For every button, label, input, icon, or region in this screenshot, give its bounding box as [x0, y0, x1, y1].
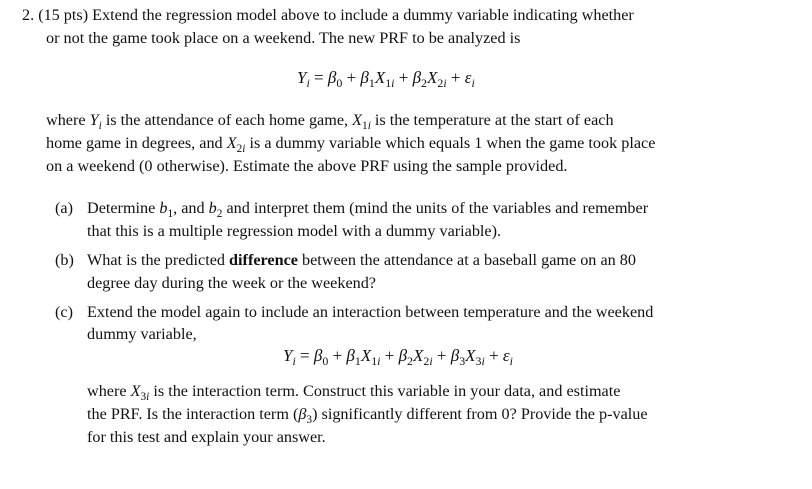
part-c-label: (c) — [55, 303, 73, 321]
part-b-line-2: degree day during the week or the weekend? — [87, 274, 376, 292]
var-y: Y — [89, 111, 99, 129]
text: where — [87, 382, 131, 400]
part-a-line-1 — [87, 197, 648, 219]
text: What is the predicted — [87, 251, 230, 269]
part-a-label: (a) — [55, 199, 73, 217]
var-beta3: β — [298, 405, 307, 423]
text: is the attendance of each home game, — [101, 111, 353, 129]
var-b1: b — [159, 199, 168, 217]
problem-line-1 — [22, 4, 634, 26]
sub: 3 — [306, 413, 313, 426]
text: is a dummy variable which equals 1 when the game took place — [245, 134, 656, 152]
part-c-line-4 — [87, 403, 648, 425]
equation-prf-1: $Y_i = \beta_0 + \beta_1X_{1i} + \beta_2X_{2i} + \varepsilon_i$ — [297, 68, 475, 91]
equation-prf-2: $Y_i = \beta_0 + \beta_1X_{1i} + \beta_2X_{2i} + \beta_3X_{3i} + \varepsilon_i$ — [283, 346, 513, 369]
part-c-line-3 — [87, 380, 620, 402]
var-x2: X — [226, 134, 237, 152]
part-c-line-2: dummy variable, — [87, 325, 197, 343]
sub: 1i — [362, 119, 371, 132]
text: Determine — [87, 199, 160, 217]
part-c-line-5: for this test and explain your answer. — [87, 428, 326, 446]
problem-intro-2: or not the game took place on a weekend. The new PRF to be analyzed is — [46, 29, 521, 47]
where-line-2 — [46, 132, 655, 154]
sub: 2 — [216, 207, 223, 220]
var-x3: X — [130, 382, 141, 400]
text: between the attendance at a baseball game on an 80 — [297, 251, 636, 269]
text: home game in degrees, and — [46, 134, 227, 152]
var-b2: b — [208, 199, 217, 217]
sub: i — [98, 119, 102, 132]
part-b-label: (b) — [55, 251, 74, 269]
text: the PRF. Is the interaction term ( — [87, 405, 299, 423]
part-b-line-1 — [87, 249, 636, 271]
var-x1: X — [352, 111, 363, 129]
text: is the temperature at the start of each — [370, 111, 614, 129]
text: and interpret them (mind the units of the variables and remember — [222, 199, 649, 217]
text: where — [46, 111, 90, 129]
text: , and — [173, 199, 209, 217]
where-line-3: on a weekend (0 otherwise). Estimate the above PRF using the sample provided. — [46, 157, 568, 175]
sub: 2i — [236, 142, 246, 155]
bold-word: difference — [229, 251, 298, 269]
where-line-1 — [46, 109, 614, 131]
problem-intro-1: (15 pts) Extend the regression model above to include a dummy variable indicating whether — [38, 6, 634, 24]
problem-number: 2. — [22, 6, 35, 24]
sub: 3i — [140, 390, 150, 403]
text: is the interaction term. Construct this variable in your data, and estimate — [149, 382, 621, 400]
part-a-line-2: that this is a multiple regression model with a dummy variable). — [87, 222, 502, 240]
sub: 1 — [167, 207, 174, 220]
text: ) significantly different from 0? Provide the p-value — [312, 405, 648, 423]
part-c-line-1: Extend the model again to include an interaction between temperature and the weekend — [87, 303, 654, 321]
